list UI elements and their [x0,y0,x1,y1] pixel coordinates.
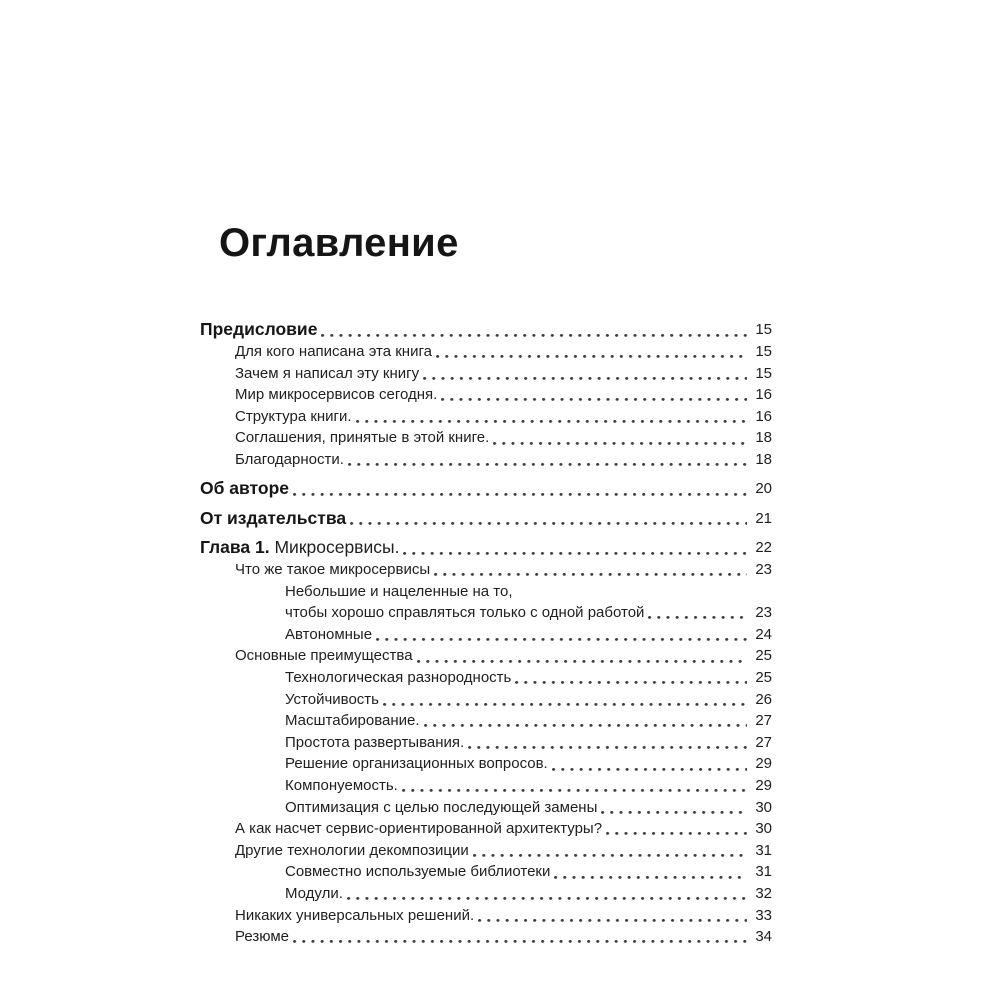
toc-entry-label: Масштабирование. [285,712,420,730]
toc-entry [200,818,772,840]
toc-entry [200,363,772,385]
toc-entry-line [235,427,772,449]
toc-entry-line [235,559,772,581]
toc-entry-page: 31 [755,841,772,859]
toc-entry-label: Структура книги. [235,407,352,425]
toc-entry-label: А как насчет сервис-ориентированной архитектуры? [235,820,603,838]
dot-leader [436,341,747,363]
toc-entry-page: 33 [755,906,772,924]
toc-entry [200,406,772,428]
toc-entry-label: Автономные [285,625,373,643]
toc-entry-line [200,507,772,530]
toc-entry-label: Простота развертывания. [285,733,465,751]
toc-entry-line [285,775,772,797]
toc-entry-line [285,797,772,819]
toc-entry [200,775,772,797]
toc-entry-label: От издательства [200,507,347,528]
toc-entry [200,477,772,500]
toc-entry-page: 23 [755,561,772,579]
toc-list [200,318,772,948]
dot-leader [356,406,747,428]
dot-leader [383,689,747,711]
toc-entry [200,732,772,754]
toc-entry [200,689,772,711]
toc-entry-label: Компонуемость. [285,777,398,794]
toc-entry-label: Предисловие [200,319,318,339]
toc-entry-page: 16 [755,386,772,404]
toc-entry-line [285,753,772,775]
toc-entry [200,840,772,862]
dot-leader [434,559,747,581]
toc-entry [200,926,772,948]
dot-leader [321,318,747,341]
toc-entry [200,645,772,667]
toc-entry-page: 30 [755,798,772,816]
toc-entry-page: 15 [755,364,772,382]
dot-leader [417,645,747,667]
toc-entry-page: 27 [755,712,772,730]
toc-entry-line [235,905,772,927]
toc-entry-label: Оптимизация с целью последующей замены [285,798,598,816]
dot-leader [601,797,747,819]
toc-entry-label: Для кого написана эта книга [235,343,432,360]
toc-entry-line [235,818,772,840]
toc-entry [200,753,772,775]
dot-leader [293,926,747,948]
toc-entry-label: Благодарности. [235,450,344,468]
toc-entry [200,427,772,449]
toc-entry-page: 15 [755,343,772,360]
dot-leader [473,840,747,862]
toc-entry-line [235,341,772,363]
toc-page [200,220,772,948]
toc-entry [200,710,772,732]
toc-entry-page: 30 [755,820,772,838]
dot-leader [402,775,747,797]
dot-leader [424,710,747,732]
toc-entry [200,797,772,819]
toc-entry-page: 22 [755,539,772,557]
toc-entry-page: 18 [755,450,772,468]
toc-entry-label: Модули. [285,884,343,902]
toc-entry-label: Основные преимущества [235,647,413,665]
toc-entry-line [285,732,772,754]
dot-leader [423,363,747,385]
toc-entry-page: 15 [755,321,772,338]
toc-entry-label: Никаких универсальных решений. [235,906,475,924]
dot-leader [554,861,747,883]
toc-entry-label: Что же такое микросервисы [235,561,431,579]
toc-entry-label: Зачем я написал эту книгу [235,364,420,382]
toc-entry-page: 34 [755,928,772,946]
toc-entry [200,384,772,406]
toc-entry-line [235,926,772,948]
toc-entry-line [285,861,772,883]
toc-entry [200,449,772,471]
toc-entry-line [285,689,772,711]
toc-entry [200,318,772,341]
toc-entry-page: 25 [755,647,772,665]
dot-leader [347,883,747,905]
toc-entry-page: 21 [755,509,772,527]
dot-leader [515,667,747,689]
toc-entry [200,624,772,646]
toc-entry-line [235,363,772,385]
toc-entry-page: 32 [755,884,772,902]
dot-leader [376,624,747,646]
toc-entry-page: 31 [755,863,772,881]
toc-entry-label: Резюме [235,928,289,946]
dot-leader [441,384,747,406]
dot-leader [350,507,747,530]
toc-entry [200,581,772,624]
toc-entry-page: 23 [755,604,772,622]
toc-entry-line [235,840,772,862]
toc-entry-page: 18 [755,429,772,447]
toc-entry-label: Технологическая разнородность [285,669,512,687]
toc-entry-line [285,883,772,905]
dot-leader [606,818,747,840]
toc-entry-label: Глава 1. Микросервисы. [200,537,400,558]
toc-entry-line [200,318,772,341]
toc-entry [200,559,772,581]
toc-entry [200,341,772,363]
toc-entry-page: 29 [755,777,772,794]
toc-entry-label: чтобы хорошо справляться только с одной работой [285,604,645,622]
toc-entry-line [235,449,772,471]
toc-entry-label: Совместно используемые библиотеки [285,863,551,881]
toc-entry-page: 26 [755,690,772,708]
toc-entry-line [285,602,772,624]
toc-entry-line [200,477,772,500]
toc-entry-label: Об авторе [200,478,289,499]
toc-entry [200,507,772,530]
toc-entry-page: 29 [755,755,772,773]
toc-entry-line [285,581,772,603]
dot-leader [293,477,747,500]
dot-leader [493,427,747,449]
dot-leader [552,753,747,775]
toc-entry-label: Другие технологии декомпозиции [235,841,469,859]
toc-entry [200,861,772,883]
toc-entry-line [235,384,772,406]
toc-entry-line [285,710,772,732]
toc-entry-label: Решение организационных вопросов. [285,755,548,773]
toc-entry-page: 27 [755,733,772,751]
page-title: Оглавление [219,221,459,265]
toc-entry [200,667,772,689]
toc-entry-label: Устойчивость [285,690,379,708]
toc-entry-page: 16 [755,407,772,425]
toc-entry-line [235,645,772,667]
dot-leader [648,602,747,624]
toc-entry [200,905,772,927]
toc-entry-page: 25 [755,669,772,687]
toc-chapter-number: Глава 1. [200,537,275,558]
dot-leader [468,732,747,754]
toc-entry-page: 24 [755,625,772,643]
toc-entry-label: Мир микросервисов сегодня. [235,386,438,404]
dot-leader [403,536,747,559]
toc-entry-line [285,667,772,689]
dot-leader [348,449,747,471]
toc-entry-line [285,624,772,646]
toc-entry [200,536,772,559]
toc-entry-label: Небольшие и нацеленные на то, [285,582,513,600]
toc-entry [200,883,772,905]
dot-leader [478,905,747,927]
toc-entry-label: Соглашения, принятые в этой книге. [235,429,490,447]
toc-entry-line [200,536,772,559]
toc-entry-page: 20 [755,480,772,498]
toc-entry-line [235,406,772,428]
